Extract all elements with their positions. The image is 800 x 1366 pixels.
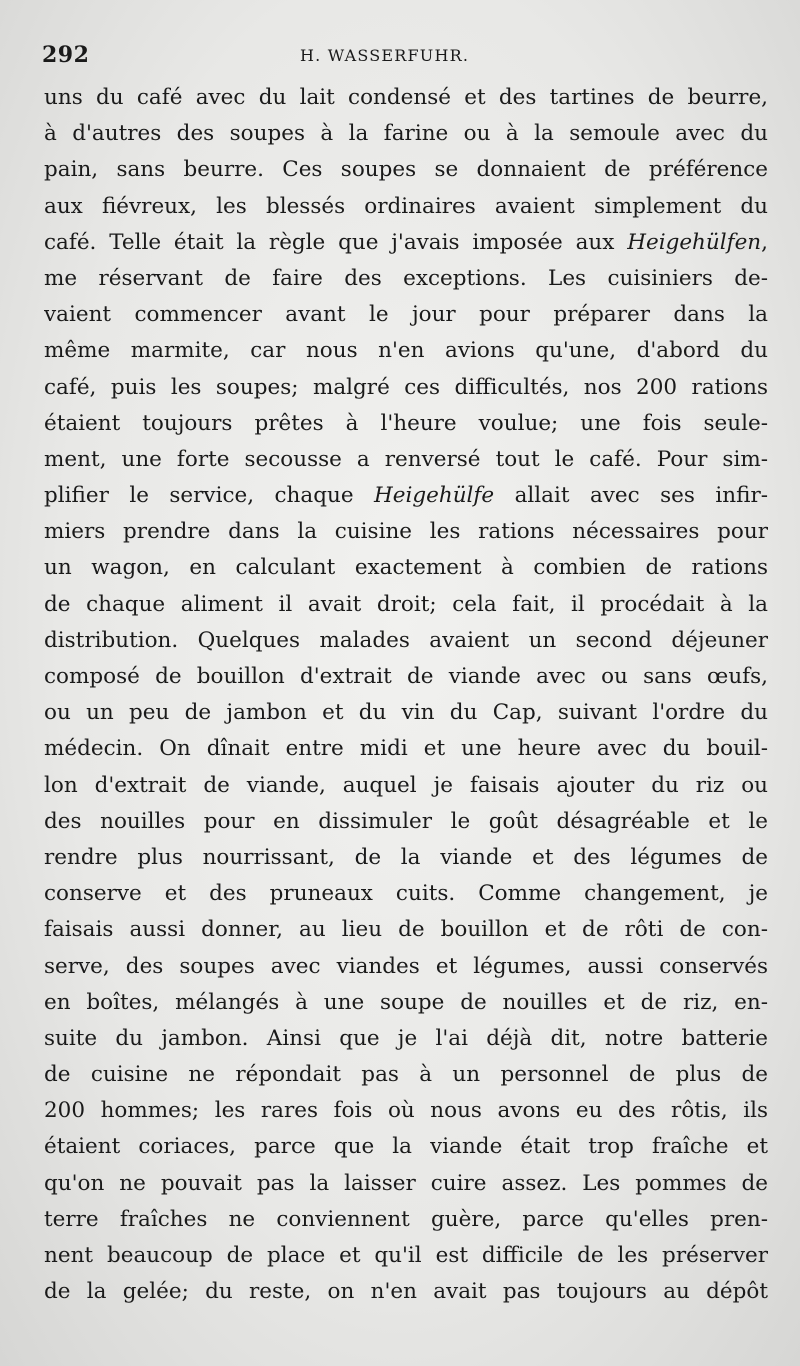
text-line: 200 hommes; les rares fois où nous avons eu des rôtis, ils: [44, 1098, 768, 1124]
text-line: médecin. On dînait entre midi et une heure avec du bouil-: [44, 736, 768, 762]
text-line: me réservant de faire des exceptions. Les cuisiniers de-: [44, 265, 768, 291]
text-line: étaient coriaces, parce que la viande était trop fraîche et: [44, 1134, 768, 1160]
text-line: de chaque aliment il avait droit; cela fait, il procédait à la: [44, 591, 768, 617]
text-line: café. Telle était la règle que j'avais imposée aux Heigehülfen,: [44, 229, 768, 255]
text-line: des nouilles pour en dissimuler le goût désagréable et le: [44, 808, 768, 834]
text-line: pain, sans beurre. Ces soupes se donnaient de préférence: [44, 157, 768, 183]
text-line: étaient toujours prêtes à l'heure voulue; une fois seule-: [44, 410, 768, 436]
text-line: conserve et des pruneaux cuits. Comme changement, je: [44, 881, 768, 907]
text-line: même marmite, car nous n'en avions qu'une, d'abord du: [44, 338, 768, 364]
text-line: un wagon, en calculant exactement à combien de rations: [44, 555, 768, 581]
text-line: miers prendre dans la cuisine les rations nécessaires pour: [44, 519, 768, 545]
text-line: rendre plus nourrissant, de la viande et des légumes de: [44, 844, 768, 870]
text-line: plifier le service, chaque Heigehülfe allait avec ses infir-: [44, 483, 768, 509]
text-line: de cuisine ne répondait pas à un personnel de plus de: [44, 1062, 768, 1088]
text-line: de la gelée; du reste, on n'en avait pas toujours au dépôt: [44, 1279, 768, 1305]
text-line: lon d'extrait de viande, auquel je faisais ajouter du riz ou: [44, 772, 768, 798]
text-line: en boîtes, mélangés à une soupe de nouilles et de riz, en-: [44, 989, 768, 1015]
body-text: [44, 80, 768, 1310]
text-line: ment, une forte secousse a renversé tout le café. Pour sim-: [44, 446, 768, 472]
page-header: [42, 42, 762, 76]
text-line: faisais aussi donner, au lieu de bouillon et de rôti de con-: [44, 917, 768, 943]
italic-term: Heigehülfen: [627, 229, 762, 255]
text-line: café, puis les soupes; malgré ces difficultés, nos 200 rations: [44, 374, 768, 400]
text-line: serve, des soupes avec viandes et légumes, aussi conservés: [44, 953, 768, 979]
text-line: distribution. Quelques malades avaient un second déjeuner: [44, 627, 768, 653]
text-line: qu'on ne pouvait pas la laisser cuire assez. Les pommes de: [44, 1170, 768, 1196]
text-line: nent beaucoup de place et qu'il est difficile de les préserver: [44, 1243, 768, 1268]
page-number: 292: [42, 42, 90, 68]
text-line: à d'autres des soupes à la farine ou à la semoule avec du: [44, 121, 768, 147]
text-line: suite du jambon. Ainsi que je l'ai déjà dit, notre batterie: [44, 1025, 768, 1051]
text-line: ou un peu de jambon et du vin du Cap, suivant l'ordre du: [44, 700, 768, 726]
text-line: uns du café avec du lait condensé et des tartines de beurre,: [44, 85, 768, 110]
text-line: composé de bouillon d'extrait de viande avec ou sans œufs,: [44, 664, 768, 689]
italic-term: Heigehülfe: [374, 483, 495, 509]
text-line: aux fiévreux, les blessés ordinaires avaient simplement du: [44, 193, 768, 219]
text-line: terre fraîches ne conviennent guère, parce qu'elles pren-: [44, 1206, 768, 1232]
text-line: vaient commencer avant le jour pour préparer dans la: [44, 302, 768, 328]
running-head: H. WASSERFUHR.: [300, 46, 470, 65]
